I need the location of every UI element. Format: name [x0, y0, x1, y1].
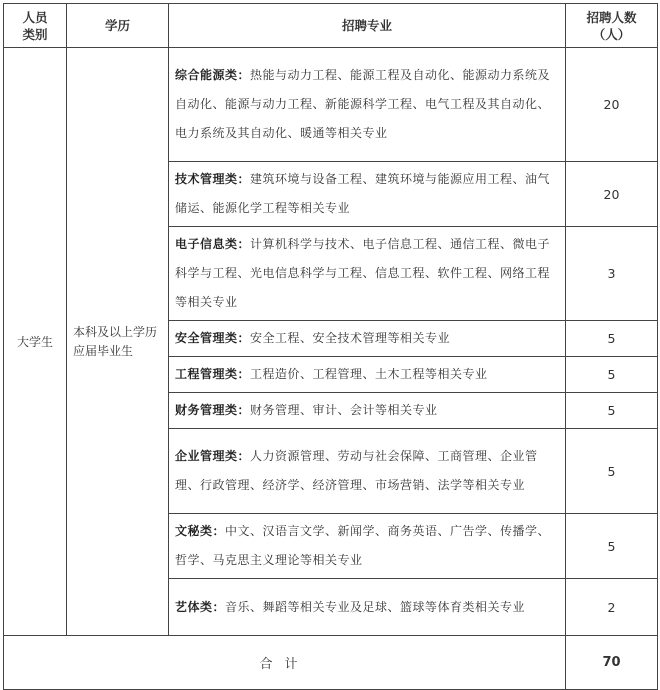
major-label: 电子信息类： [175, 237, 251, 251]
header-row [4, 4, 658, 48]
header-major: 招聘专业 [169, 4, 566, 48]
education-cell: 本科及以上学历应届毕业生 [67, 48, 169, 636]
major-text: 财务管理、审计、会计等相关专业 [250, 403, 438, 417]
table-row [4, 48, 658, 162]
major-label: 安全管理类： [175, 331, 251, 345]
count-cell: 5 [566, 514, 658, 579]
total-label: 合计 [4, 636, 566, 690]
major-label: 技术管理类： [175, 172, 251, 186]
major-label: 艺体类： [175, 599, 226, 614]
major-cell [169, 393, 566, 429]
total-value: 70 [566, 636, 658, 690]
major-cell [169, 227, 566, 321]
major-label: 综合能源类： [175, 68, 251, 82]
major-label: 文秘类： [175, 524, 226, 538]
major-cell [169, 357, 566, 393]
major-cell [169, 429, 566, 514]
major-cell [169, 162, 566, 227]
major-cell [169, 48, 566, 162]
major-text: 音乐、舞蹈等相关专业及足球、篮球等体育类相关专业 [225, 599, 526, 614]
major-label: 企业管理类： [175, 449, 251, 463]
major-cell [169, 321, 566, 357]
major-cell [169, 579, 566, 636]
count-cell: 5 [566, 357, 658, 393]
major-text: 热能与动力工程、能源工程及自动化、能源动力系统及自动化、能源与动力工程、新能源科学工程、电气工程及其自动化、电力系统及其自动化、暖通等相关专业 [175, 68, 551, 140]
major-label: 工程管理类： [175, 367, 251, 381]
major-label: 财务管理类： [175, 403, 251, 417]
count-cell: 20 [566, 162, 658, 227]
count-cell: 5 [566, 429, 658, 514]
count-cell: 3 [566, 227, 658, 321]
count-cell: 5 [566, 393, 658, 429]
count-cell: 20 [566, 48, 658, 162]
major-text: 建筑环境与设备工程、建筑环境与能源应用工程、油气储运、能源化学工程等相关专业 [175, 172, 551, 215]
major-text: 安全工程、安全技术管理等相关专业 [250, 331, 451, 345]
category-cell: 大学生 [4, 48, 67, 636]
count-cell: 2 [566, 579, 658, 636]
total-row [4, 636, 658, 690]
major-text: 中文、汉语言文学、新闻学、商务英语、广告学、传播学、哲学、马克思主义理论等相关专业 [175, 524, 551, 567]
header-count: 招聘人数 （人） [566, 4, 658, 48]
recruitment-table [3, 3, 658, 690]
major-text: 工程造价、工程管理、土木工程等相关专业 [250, 367, 488, 381]
major-cell [169, 514, 566, 579]
header-education: 学历 [67, 4, 169, 48]
header-category: 人员 类别 [4, 4, 67, 48]
count-cell: 5 [566, 321, 658, 357]
major-text: 人力资源管理、劳动与社会保障、工商管理、企业管理、行政管理、经济学、经济管理、市场营销、法学等相关专业 [175, 449, 538, 492]
major-text: 计算机科学与技术、电子信息工程、通信工程、微电子科学与工程、光电信息科学与工程、信息工程、软件工程、网络工程等相关专业 [175, 237, 551, 309]
